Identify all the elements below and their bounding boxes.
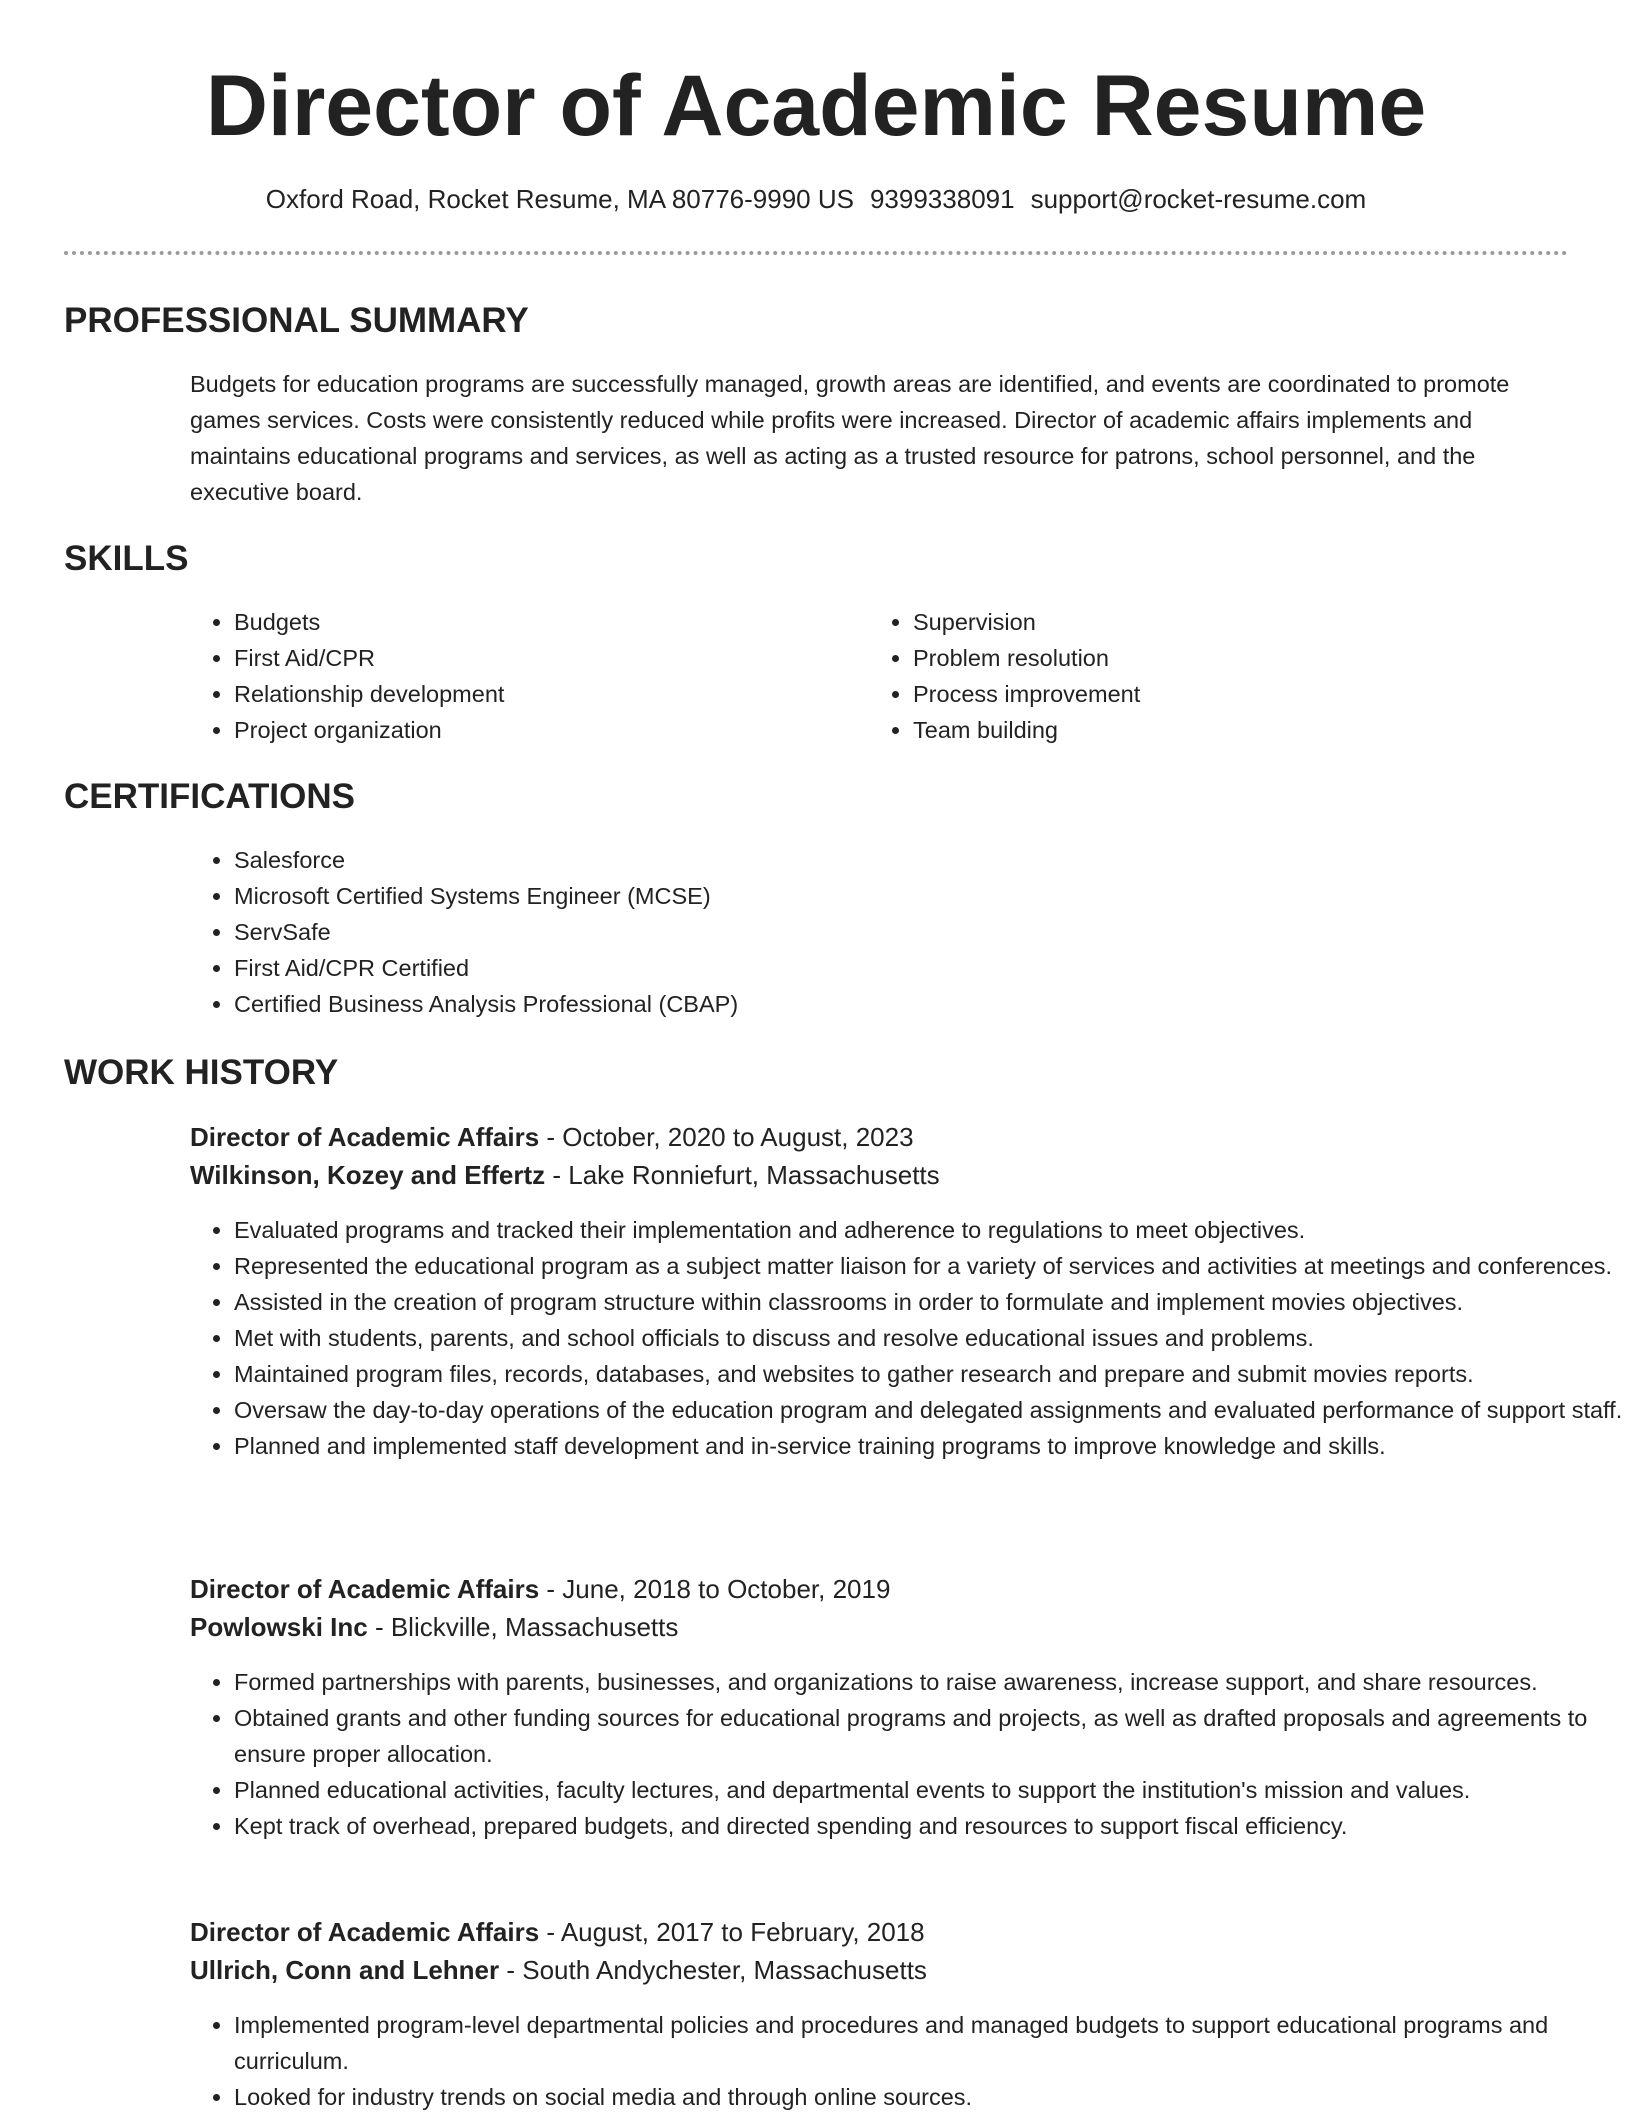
job-location: - South Andychester, Massachusetts [499,1955,927,1985]
section-heading-work-history: WORK HISTORY [64,1053,339,1092]
certification-item: • Salesforce [234,842,1534,878]
job-title-line [190,1913,925,1951]
certification-item: • First Aid/CPR Certified [234,950,1534,986]
contact-address: Oxford Road, Rocket Resume, MA 80776-9990 US [265,184,854,214]
contact-line [0,182,1632,216]
job-company-line [190,1951,927,1989]
job-bullets [190,1664,1624,1844]
job-dates: - June, 2018 to October, 2019 [539,1574,891,1604]
job-dates: - October, 2020 to August, 2023 [539,1122,914,1152]
skill-item: • Project organization [234,712,834,748]
job-bullet: • Maintained program files, records, databases, and websites to gather research and prepare and submit movies reports. [234,1356,1624,1392]
job-bullet: • Formed partnerships with parents, businesses, and organizations to raise awareness, increase support, and share resources. [234,1664,1624,1700]
section-heading-certifications: CERTIFICATIONS [64,777,356,816]
summary-text: Budgets for education programs are successfully managed, growth areas are identified, and events are coordinated to promote games services. Costs were consistently reduced while profits were increased. Director of academic affairs implements and maintains educational programs and services, as well as acting as a trusted resource for patrons, school personnel, and the executive board. [190,371,1510,505]
job-bullet: • Represented the educational program as a subject matter liaison for a variety of services and activities at meetings and conferences. [234,1248,1624,1284]
job-bullet: • Assisted in the creation of program structure within classrooms in order to formulate and implement movies objectives. [234,1284,1624,1320]
skill-item: • Team building [913,712,1513,748]
job-bullet: • Implemented program-level departmental policies and procedures and managed budgets to support educational programs and curriculum. [234,2007,1624,2079]
skill-item: • Process improvement [913,676,1513,712]
job-bullet: • Kept track of overhead, prepared budgets, and directed spending and resources to support fiscal efficiency. [234,1808,1624,1844]
job-company: Powlowski Inc [190,1612,368,1642]
job-title: Director of Academic Affairs [190,1574,540,1604]
job-title: Director of Academic Affairs [190,1917,540,1947]
skill-item: • Problem resolution [913,640,1513,676]
job-bullet: • Obtained grants and other funding sources for educational programs and projects, as well as drafted proposals and agreements to ensure proper allocation. [234,1700,1624,1772]
job-bullets [190,2007,1624,2115]
job-title: Director of Academic Affairs [190,1122,540,1152]
job-company-line [190,1156,940,1194]
job-bullet: • Looked for industry trends on social media and through online sources. [234,2079,1624,2115]
section-heading-skills: SKILLS [64,539,189,578]
certification-item: • Certified Business Analysis Professional (CBAP) [234,986,1534,1022]
contact-email: support@rocket-resume.com [1030,184,1367,214]
skills-list-left [190,604,834,748]
header-divider [64,251,1568,255]
job-bullet: • Oversaw the day-to-day operations of the education program and delegated assignments and evaluated performance of support staff. [234,1392,1624,1428]
job-company-line [190,1608,678,1646]
job-bullet: • Evaluated programs and tracked their implementation and adherence to regulations to meet objectives. [234,1212,1624,1248]
certification-item: • ServSafe [234,914,1534,950]
job-bullet: • Planned educational activities, faculty lectures, and departmental events to support the institution's mission and values. [234,1772,1624,1808]
certification-item: • Microsoft Certified Systems Engineer (MCSE) [234,878,1534,914]
job-location: - Lake Ronniefurt, Massachusetts [545,1160,940,1190]
job-location: - Blickville, Massachusetts [367,1612,679,1642]
skill-item: • First Aid/CPR [234,640,834,676]
job-company: Ullrich, Conn and Lehner [190,1955,500,1985]
page-title: Director of Academic Resume [205,58,1427,154]
job-company: Wilkinson, Kozey and Effertz [190,1160,546,1190]
job-bullet: • Planned and implemented staff development and in-service training programs to improve knowledge and skills. [234,1428,1624,1464]
skill-item: • Relationship development [234,676,834,712]
job-title-line [190,1118,914,1156]
skills-list-right [869,604,1513,748]
skill-item: • Supervision [913,604,1513,640]
contact-phone: 9399338091 [869,184,1015,214]
certifications-list [190,842,1534,1022]
job-dates: - August, 2017 to February, 2018 [539,1917,925,1947]
job-bullets [190,1212,1624,1464]
job-bullet: • Met with students, parents, and school officials to discuss and resolve educational issues and problems. [234,1320,1624,1356]
job-title-line [190,1570,890,1608]
skill-item: • Budgets [234,604,834,640]
section-heading-summary: PROFESSIONAL SUMMARY [64,301,529,340]
